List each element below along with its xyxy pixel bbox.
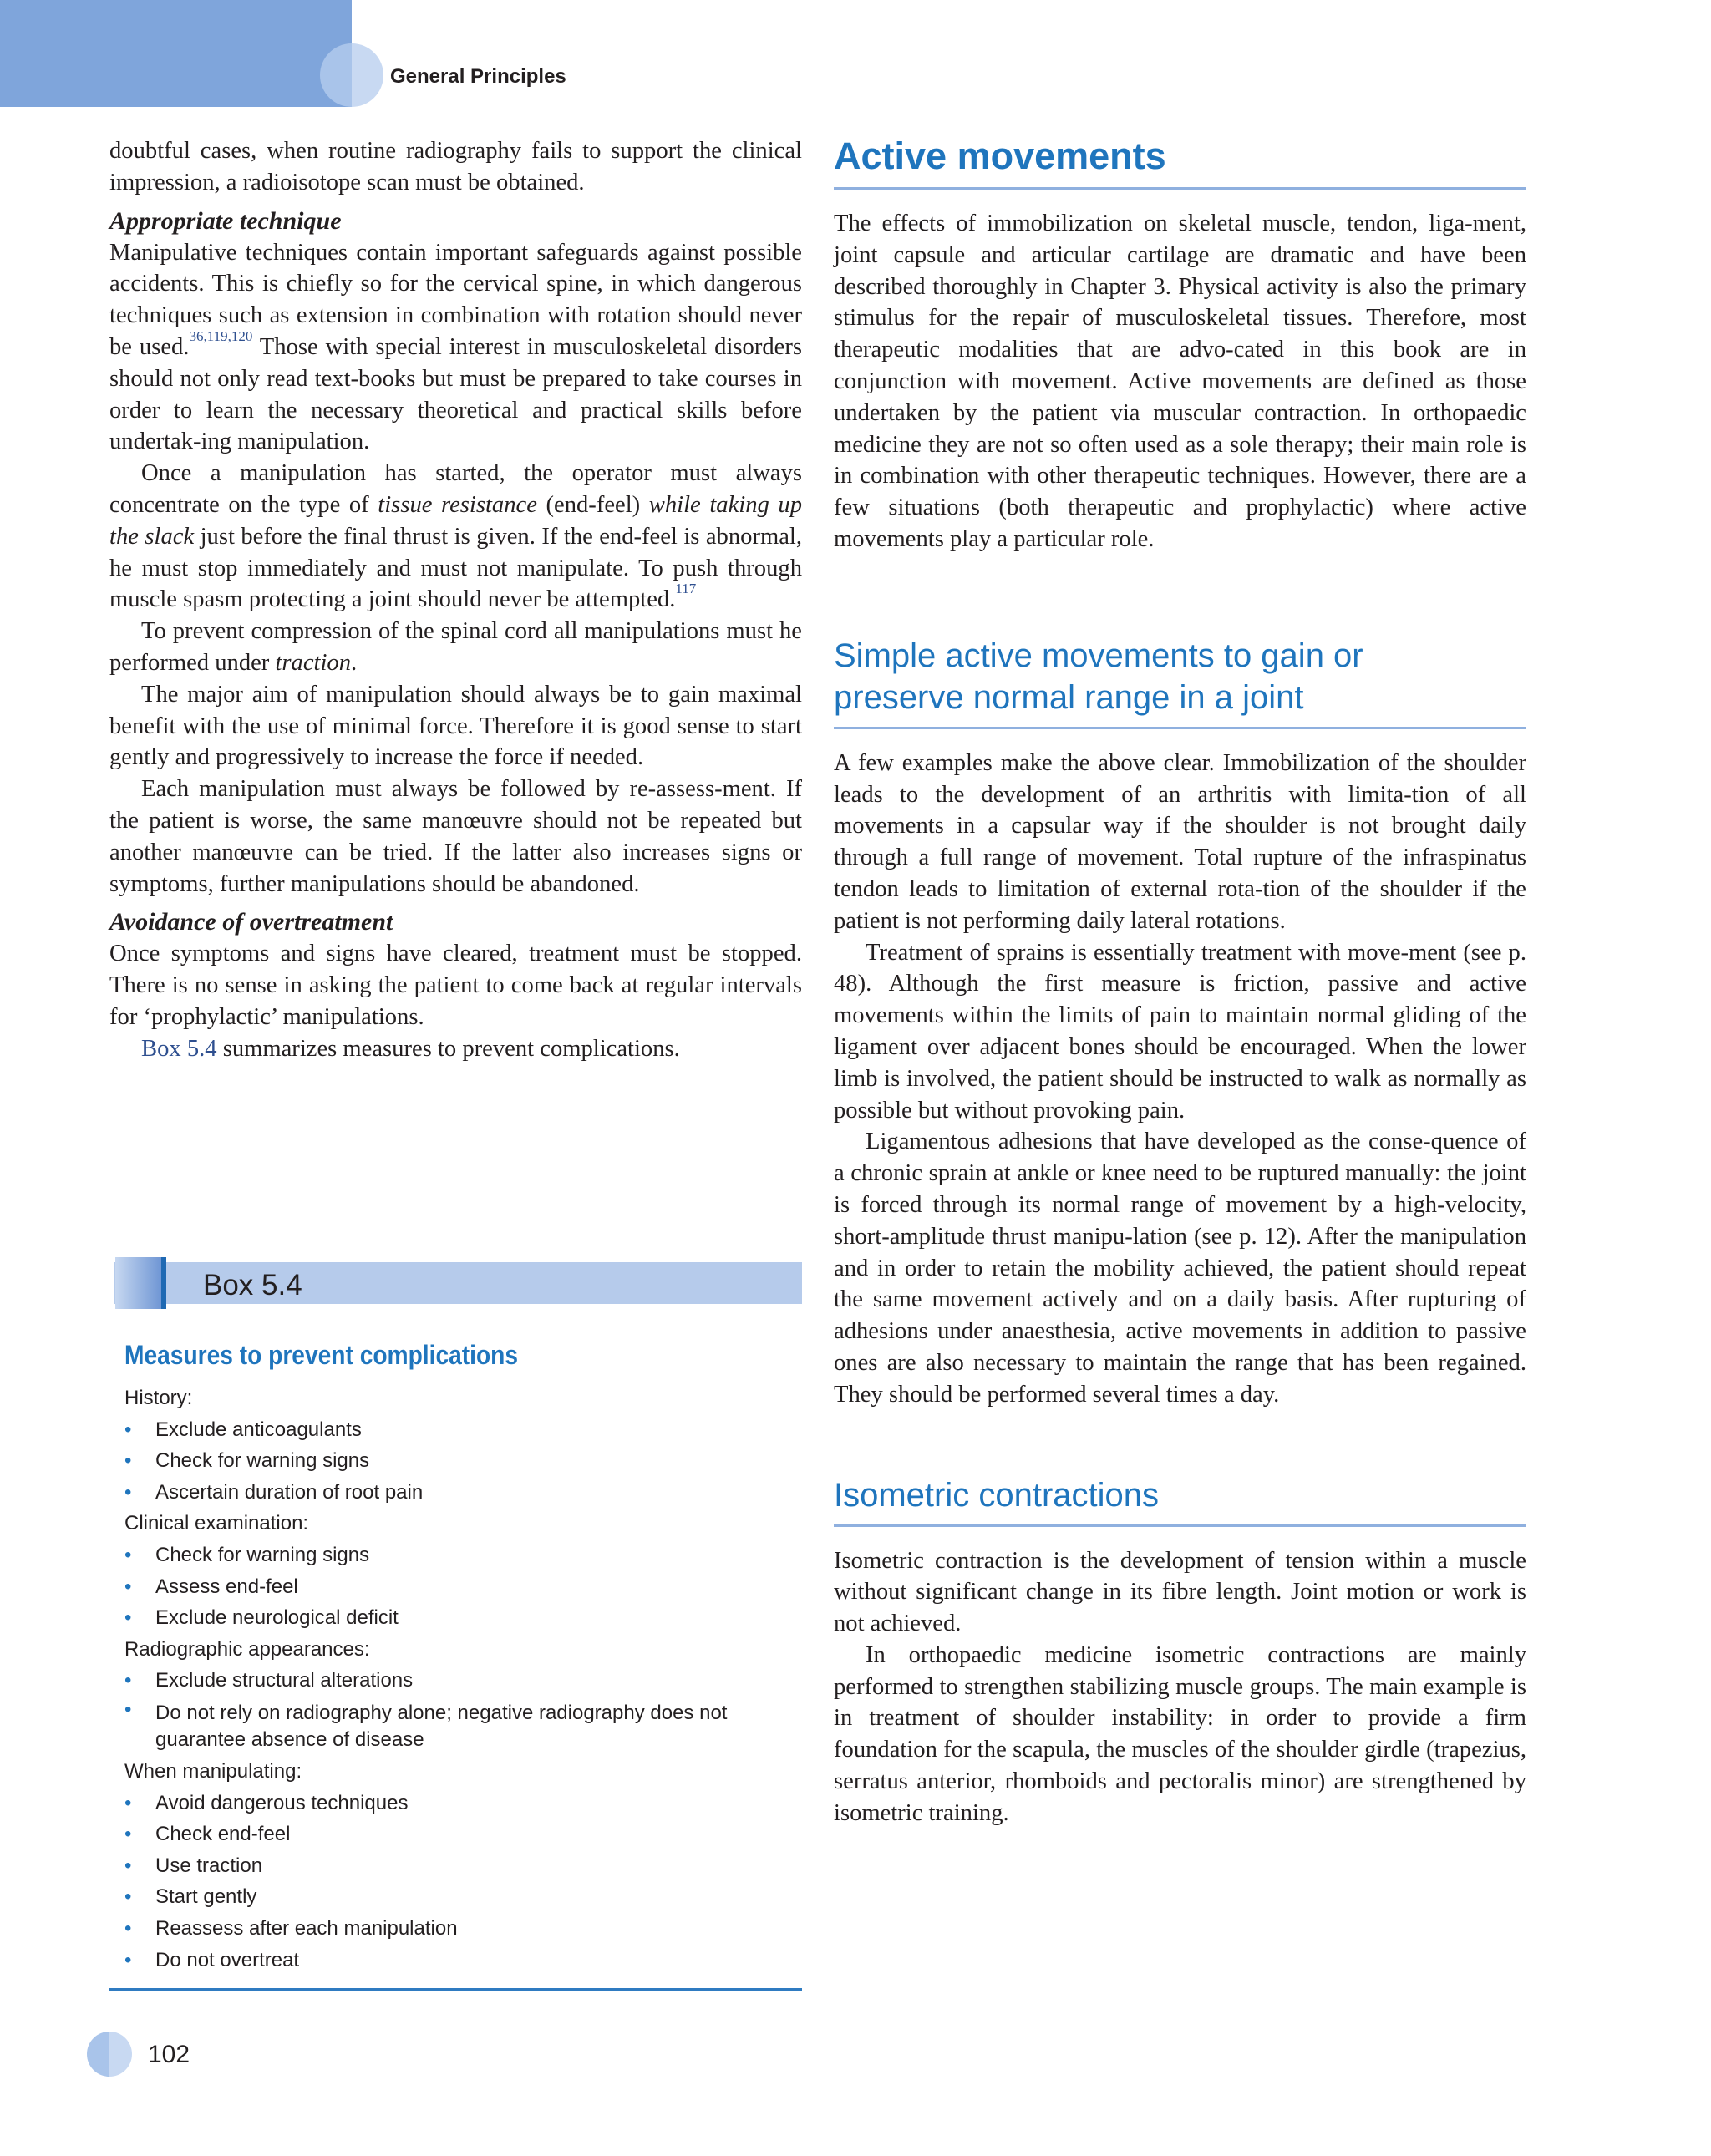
box-list bbox=[124, 1382, 776, 1976]
box-list-item-text: Reassess after each manipulation bbox=[155, 1916, 458, 1940]
subheading-appropriate-technique: Appropriate technique bbox=[109, 206, 342, 235]
box-list-item-text: Ascertain duration of root pain bbox=[155, 1480, 424, 1504]
bullet-icon: • bbox=[124, 1791, 132, 1814]
paragraph-reassessment: Each manipulation must always be followed by re-assess-ment. If the patient is worse, the same manœuvre should not be repeated but another manœuvre can be tried. If the latter also increases signs or symptoms, further manipulations should be abandoned. bbox=[109, 776, 802, 897]
heading-rule bbox=[834, 1524, 1526, 1527]
box-list-item-text: Check for warning signs bbox=[155, 1543, 370, 1566]
paragraph-box-summary: Box 5.4 summarizes measures to prevent complications. bbox=[141, 1035, 680, 1062]
running-header: General Principles bbox=[390, 65, 566, 88]
paragraph-end-feel: Once a manipulation has started, the operator must always concentrate on the type of tissue resistance (end-feel) while taking up the slack just before the final thrust is given. If the end-feel is abnormal, he must stop immediately and must not manipulate. To push through muscle spasm protecting a joint should never be attempted.$^{117}$ bbox=[109, 460, 802, 613]
heading-rule bbox=[834, 187, 1526, 190]
bullet-icon: • bbox=[124, 1575, 132, 1598]
box-list-item bbox=[124, 1881, 776, 1913]
box-list-item bbox=[124, 1819, 776, 1850]
box-list-item-text: Avoid dangerous techniques bbox=[155, 1791, 409, 1814]
box-list-item bbox=[124, 1445, 776, 1477]
box-list-item-text: Use traction bbox=[155, 1854, 263, 1877]
box-list-item bbox=[124, 1850, 776, 1882]
bullet-icon: • bbox=[124, 1543, 132, 1566]
box-list-item-text: Do not rely on radiography alone; negative radiography does not guarantee absence of disease bbox=[155, 1701, 728, 1751]
paragraph-shoulder-examples: A few examples make the above clear. Immobilization of the shoulder leads to the development of an arthritis with limita-tion of all movements in a capsular way if the shoulder is not brought daily through a full range of movement. Total rupture of the infraspinatus tendon leads to limitation of external rota-tion of the shoulder if the patient is not performing daily lateral rotations. bbox=[834, 749, 1526, 934]
box-5-4 bbox=[109, 1256, 802, 1994]
bullet-icon: • bbox=[124, 1823, 132, 1846]
paragraph-isometric-definition: Isometric contraction is the development of tension within a muscle without significant change in its fibre length. Joint motion or work is not achieved. bbox=[834, 1547, 1526, 1637]
paragraph-active-movements: The effects of immobilization on skeletal muscle, tendon, liga-ment, joint capsule and articular cartilage are dramatic and have been described thoroughly in Chapter 3. Physical activity is also the primary stimulus for the repair of musculoskeletal tissues. Therefore, most therapeutic modalities that are advo-cated in this book are in conjunction with movement. Active movements are defined as those undertaken by the patient via muscular contraction. In orthopaedic medicine they are not so often used as a sole therapy; their main role is in combination with other therapeutic techniques. However, there are a few situations (both therapeutic and prophylactic) where active movements play a particular role. bbox=[834, 211, 1526, 552]
header-circle-ornament bbox=[320, 43, 383, 107]
paragraph-radioisotope: doubtful cases, when routine radiography fails to support the clinical impression, a radioisotope scan must be obtained. bbox=[109, 138, 802, 195]
box-header-square-edge bbox=[161, 1257, 166, 1309]
paragraph-sprains: Treatment of sprains is essentially treatment with move-ment (see p. 48). Although the first measure is friction, passive and active movements within the limits of pain to maintain normal gliding of the ligament over adjacent bones should be encouraged. When the lower limb is involved, the patient should be instructed to walk as normally as possible but without provoking pain. bbox=[834, 939, 1526, 1124]
paragraph-stop-treatment: Once symptoms and signs have cleared, treatment must be stopped. There is no sense in asking the patient to come back at regular intervals for ‘prophylactic’ manipulations. bbox=[109, 941, 802, 1030]
reference-superscript: 117 bbox=[675, 581, 697, 597]
box-header-square bbox=[115, 1257, 161, 1309]
box-list-item-text: Exclude neurological deficit bbox=[155, 1606, 399, 1630]
heading-simple-active-movements: Simple active movements to gain or preserve normal range in a joint bbox=[834, 637, 1363, 716]
bullet-icon: • bbox=[124, 1480, 132, 1504]
box-list-item bbox=[124, 1665, 776, 1697]
box-list-item-text: Check for warning signs bbox=[155, 1449, 370, 1473]
box-list-item bbox=[124, 1913, 776, 1945]
box-list-item bbox=[124, 1571, 776, 1603]
box-list-item-text: Assess end-feel bbox=[155, 1575, 298, 1598]
box-list-item bbox=[124, 1945, 776, 1976]
bullet-icon: • bbox=[124, 1885, 132, 1909]
subheading-overtreatment: Avoidance of overtreatment bbox=[109, 908, 393, 936]
paragraph-ligamentous-adhesions: Ligamentous adhesions that have developed as the conse-quence of a chronic sprain at ankle or knee need to be ruptured manually: the joint is forced through its normal range of movement by a high-velocity, short-amplitude thrust manipu-lation (see p. 12). After the manipulation and in order to retain the mobility achieved, the patient should repeat the same movement actively and on a daily basis. After rupturing of adhesions under anaesthesia, active movements in addition to passive ones are also necessary to maintain the range that has been regained. They should be performed several times a day. bbox=[834, 1129, 1526, 1408]
bullet-icon: • bbox=[124, 1854, 132, 1877]
left-column bbox=[109, 135, 802, 1065]
page-number: 102 bbox=[148, 2041, 190, 2068]
box-label: Box 5.4 bbox=[203, 1269, 302, 1301]
box-list-item bbox=[124, 1540, 776, 1571]
box-list-heading: Clinical examination: bbox=[124, 1512, 309, 1535]
box-list-item bbox=[124, 1414, 776, 1446]
bullet-icon: • bbox=[124, 1948, 132, 1971]
box-list-item bbox=[124, 1477, 776, 1509]
box-list-item-text: Check end-feel bbox=[155, 1823, 291, 1846]
heading-active-movements: Active movements bbox=[834, 134, 1166, 177]
bullet-icon: • bbox=[124, 1606, 132, 1630]
paragraph-safeguards: Manipulative techniques contain important safeguards against possible accidents. This is chiefly so for the cervical spine, in which dangerous techniques such as extension in combination with rotation should never be used.$^{36,119,120}$ Those with special interest in musculoskeletal disorders should not only read text-books but must be prepared to take courses in order to learn the necessary theoretical and practical skills before undertak-ing manipulation. bbox=[109, 239, 803, 455]
bullet-icon: • bbox=[124, 1916, 132, 1940]
box-5-4-link[interactable]: Box 5.4 bbox=[141, 1035, 217, 1062]
paragraph-traction: To prevent compression of the spinal cord all manipulations must he performed under traction. bbox=[109, 618, 802, 676]
box-list-item-text: Do not overtreat bbox=[155, 1948, 300, 1971]
box-list-item bbox=[124, 1788, 776, 1819]
box-list-heading: When manipulating: bbox=[124, 1759, 302, 1783]
box-title: Measures to prevent complications bbox=[124, 1340, 519, 1370]
box-list-item bbox=[124, 1602, 776, 1634]
heading-rule bbox=[834, 727, 1526, 729]
box-list-heading: History: bbox=[124, 1387, 193, 1409]
paragraph-isometric-shoulder: In orthopaedic medicine isometric contractions are mainly performed to strengthen stabilizing muscle groups. The main example is in treatment of shoulder instability: in order to provide a firm foundation for the scapula, the muscles of the shoulder girdle (trapezius, serratus anterior, rhomboids and pectoralis minor) are strengthened by isometric training. bbox=[834, 1641, 1526, 1826]
box-list-item-text: Exclude anticoagulants bbox=[155, 1418, 362, 1441]
bullet-icon: • bbox=[124, 1697, 132, 1721]
paragraph-minimal-force: The major aim of manipulation should always be to gain maximal benefit with the use of minimal force. Therefore it is good sense to start gently and progressively to increase the force if needed. bbox=[109, 681, 802, 771]
header-band bbox=[0, 0, 352, 107]
right-column bbox=[834, 134, 1526, 1829]
bullet-icon: • bbox=[124, 1418, 132, 1441]
heading-isometric-contractions: Isometric contractions bbox=[834, 1476, 1160, 1514]
box-bottom-rule bbox=[109, 1988, 802, 1991]
box-list-item-text: Start gently bbox=[155, 1885, 257, 1909]
box-list-heading: Radiographic appearances: bbox=[124, 1637, 370, 1661]
reference-superscript: 36,119,120 bbox=[189, 327, 253, 344]
footer-circle-ornament bbox=[87, 2032, 132, 2077]
bullet-icon: • bbox=[124, 1449, 132, 1473]
box-list-item bbox=[124, 1697, 776, 1756]
bullet-icon: • bbox=[124, 1669, 132, 1692]
box-list-item-text: Exclude structural alterations bbox=[155, 1669, 414, 1692]
